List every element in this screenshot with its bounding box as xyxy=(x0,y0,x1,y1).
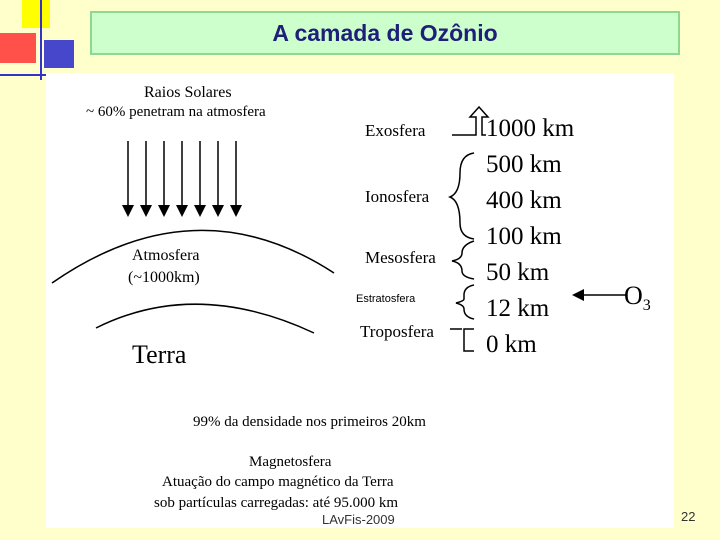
layer-mesosfera: Mesosfera xyxy=(365,248,436,267)
layer-estratosfera: Estratosfera xyxy=(356,293,416,305)
decor-line-vertical xyxy=(40,0,42,80)
exosfera-connector xyxy=(452,107,488,135)
layer-brackets xyxy=(450,153,474,351)
decor-square-red xyxy=(0,33,36,63)
sun-rays xyxy=(128,141,236,211)
ozone-label xyxy=(624,281,651,315)
altitude-100km: 100 km xyxy=(486,223,562,250)
altitude-0km: 0 km xyxy=(486,331,537,358)
ozone-subscript: 3 xyxy=(642,297,651,315)
layer-exosfera: Exosfera xyxy=(365,121,426,140)
altitude-12km: 12 km xyxy=(486,295,550,322)
decor-square-blue xyxy=(44,40,74,68)
altitude-400km: 400 km xyxy=(486,187,562,214)
magnetosphere-line2: sob partículas carregadas: até 95.000 km xyxy=(154,495,399,511)
magnetosphere-title: Magnetosfera xyxy=(249,454,332,470)
density-note: 99% da densidade nos primeiros 20km xyxy=(193,414,426,430)
atmosphere-size: (~1000km) xyxy=(128,269,200,286)
altitude-50km: 50 km xyxy=(486,259,550,286)
decor-square-yellow xyxy=(22,0,50,28)
layer-troposfera: Troposfera xyxy=(360,322,434,341)
layer-ionosfera: Ionosfera xyxy=(365,187,430,206)
ozone-symbol: O xyxy=(624,281,643,310)
sun-subtitle: ~ 60% penetram na atmosfera xyxy=(86,104,266,120)
magnetosphere-line1: Atuação do campo magnético da Terra xyxy=(162,474,394,490)
footer-center: LAvFis-2009 xyxy=(322,512,395,527)
altitude-1000km: 1000 km xyxy=(486,115,575,142)
atmosphere-label: Atmosfera xyxy=(132,247,200,264)
earth-arc xyxy=(96,304,314,333)
atmosphere-figure xyxy=(46,73,674,528)
page-number: 22 xyxy=(681,509,696,524)
slide-title: A camada de Ozônio xyxy=(90,11,680,55)
earth-label: Terra xyxy=(132,340,187,369)
altitude-500km: 500 km xyxy=(486,151,562,178)
sun-title: Raios Solares xyxy=(144,84,232,101)
